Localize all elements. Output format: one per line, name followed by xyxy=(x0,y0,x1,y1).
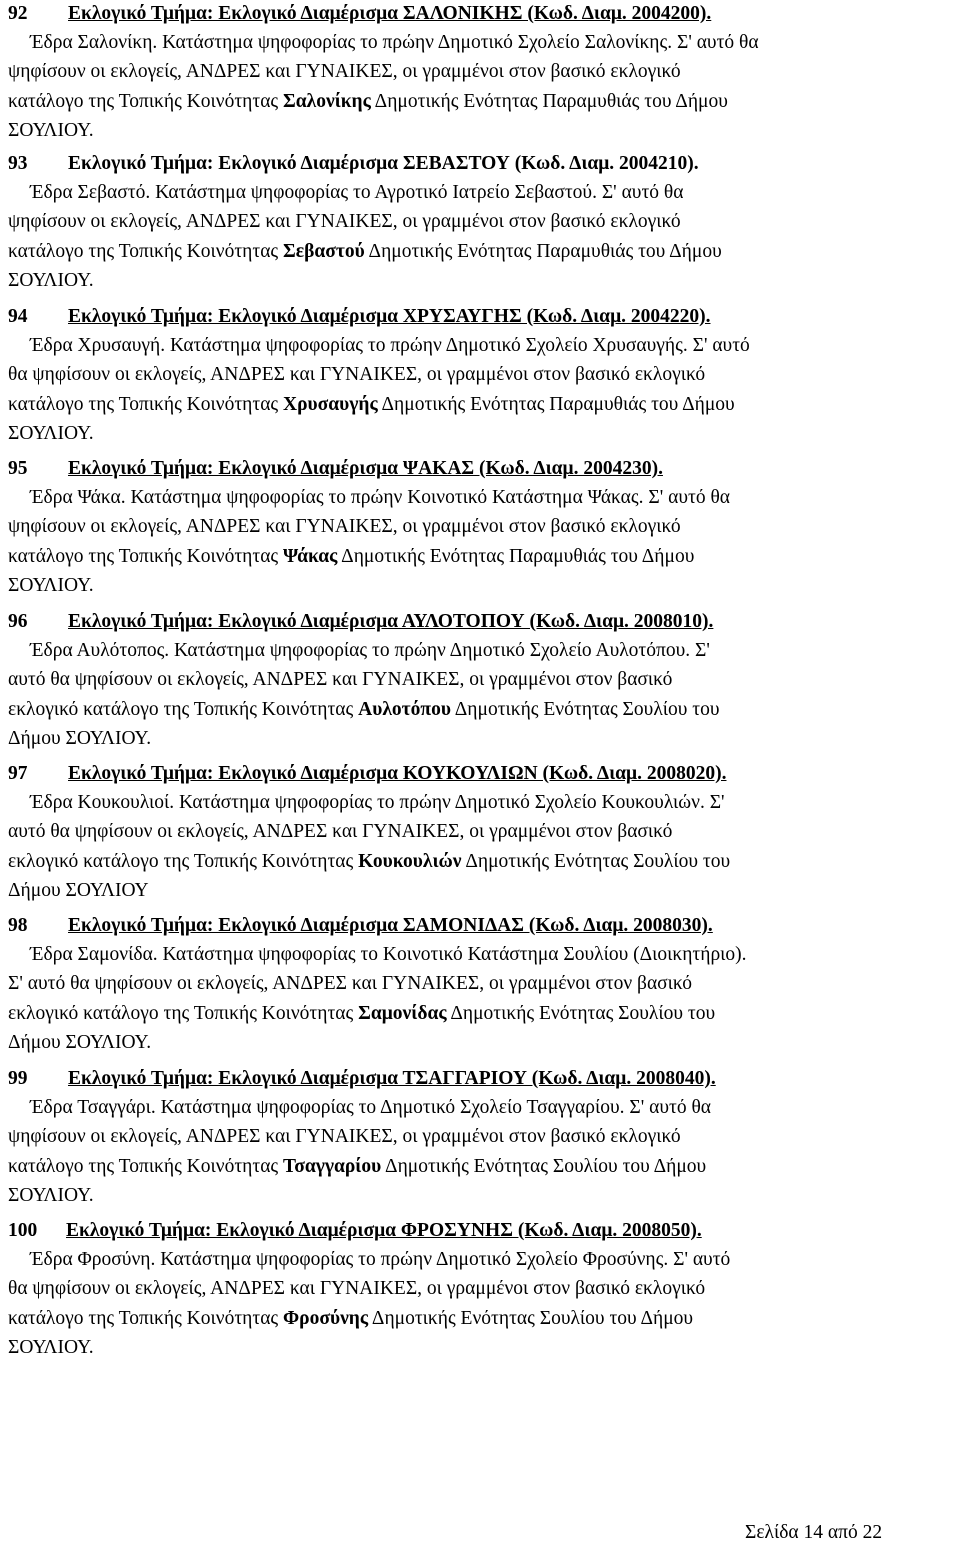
body-text: Έδρα Αυλότοπος. Κατάστημα ψηφοφορίας το πρώην Δημοτικό Σχολείο Αυλοτόπου. Σ' xyxy=(30,640,710,662)
body-text: ΣΟΥΛΙΟΥ. xyxy=(8,1184,94,1206)
body-text: Δημοτικής Ενότητας Σουλίου του xyxy=(461,850,731,872)
page-number-footer: Σελίδα 14 από 22 xyxy=(745,1522,883,1543)
section-heading xyxy=(8,608,713,636)
section-heading xyxy=(8,1217,702,1245)
community-name: Ψάκας xyxy=(283,545,338,567)
section-body-line xyxy=(8,361,705,389)
section-body-line xyxy=(8,848,730,876)
body-text: θα ψηφίσουν οι εκλογείς, ΑΝΔΡΕΣ και ΓΥΝΑΙΚΕΣ, οι γραμμένοι στον βασικό εκλογικό xyxy=(8,1278,706,1300)
section-title: Εκλογικό Τμήμα: Εκλογικό Διαμέρισμα ΣΕΒΑΣΤΟΥ (Κωδ. Διαμ. 2004210). xyxy=(68,153,699,174)
body-text: εκλογικό κατάλογο της Τοπικής Κοινότητας xyxy=(8,850,359,872)
section-body-line xyxy=(8,543,694,571)
body-text: ΣΟΥΛΙΟΥ. xyxy=(8,1336,94,1358)
section-body-line xyxy=(8,1182,94,1210)
body-text: Δήμου ΣΟΥΛΙΟΥ. xyxy=(8,1031,152,1053)
community-name: Χρυσαυγής xyxy=(283,393,378,415)
body-text: Έδρα Ψάκα. Κατάστημα ψηφοφορίας το πρώην Κοινοτικό Κατάστημα Ψάκας. Σ' αυτό θα xyxy=(30,487,731,509)
section-body-line xyxy=(30,484,730,512)
section-body-line xyxy=(8,572,94,600)
body-text: κατάλογο της Τοπικής Κοινότητας xyxy=(8,1307,284,1329)
body-text: αυτό θα ψηφίσουν οι εκλογείς, ΑΝΔΡΕΣ και ΓΥΝΑΙΚΕΣ, οι γραμμένοι στον βασικό xyxy=(8,669,673,691)
section-body-line xyxy=(8,1305,693,1333)
section-body-line xyxy=(8,1275,705,1303)
body-text: Έδρα Σεβαστό. Κατάστημα ψηφοφορίας το Αγροτικό Ιατρείο Σεβαστού. Σ' αυτό θα xyxy=(30,182,684,204)
community-name: Φροσύνης xyxy=(283,1307,369,1329)
section-number: 97 xyxy=(8,763,28,784)
body-text: κατάλογο της Τοπικής Κοινότητας xyxy=(8,240,284,262)
community-name: Σεβαστού xyxy=(283,240,365,262)
section-title: Εκλογικό Τμήμα: Εκλογικό Διαμέρισμα ΧΡΥΣΑΥΓΗΣ (Κωδ. Διαμ. 2004220). xyxy=(68,306,711,327)
section-body-line xyxy=(8,877,149,905)
section-heading xyxy=(8,760,726,788)
section-body-line xyxy=(8,818,672,846)
body-text: κατάλογο της Τοπικής Κοινότητας xyxy=(8,545,284,567)
section-body-line xyxy=(8,58,681,86)
section-title: Εκλογικό Τμήμα: Εκλογικό Διαμέρισμα ΚΟΥΚΟΥΛΙΩΝ (Κωδ. Διαμ. 2008020). xyxy=(68,763,727,784)
section-body-line xyxy=(8,391,735,419)
section-number: 99 xyxy=(8,1068,28,1089)
section-body-line xyxy=(8,88,728,116)
body-text: Δήμου ΣΟΥΛΙΟΥ xyxy=(8,879,149,901)
section-title: Εκλογικό Τμήμα: Εκλογικό Διαμέρισμα ΣΑΜΟΝΙΔΑΣ (Κωδ. Διαμ. 2008030). xyxy=(68,915,713,936)
section-body-line xyxy=(8,117,94,145)
community-name: Σαλονίκης xyxy=(283,90,371,112)
section-heading xyxy=(8,303,711,331)
section-body-line xyxy=(8,666,672,694)
section-title: Εκλογικό Τμήμα: Εκλογικό Διαμέρισμα ΦΡΟΣΥΝΗΣ (Κωδ. Διαμ. 2008050). xyxy=(66,1220,702,1241)
body-text: Έδρα Σαλονίκη. Κατάστημα ψηφοφορίας το πρώην Δημοτικό Σχολείο Σαλονίκης. Σ' αυτό θα xyxy=(30,32,759,54)
body-text: ΣΟΥΛΙΟΥ. xyxy=(8,269,94,291)
section-title: Εκλογικό Τμήμα: Εκλογικό Διαμέρισμα ΑΥΛΟΤΟΠΟΥ (Κωδ. Διαμ. 2008010). xyxy=(68,611,714,632)
community-name: Κουκουλιών xyxy=(358,850,462,872)
body-text: Δημοτικής Ενότητας Παραμυθιάς του Δήμου xyxy=(337,545,695,567)
section-body-line xyxy=(30,332,750,360)
section-body-line xyxy=(8,725,151,753)
body-text: Δημοτικής Ενότητας Παραμυθιάς του Δήμου xyxy=(364,240,722,262)
body-text: Έδρα Χρυσαυγή. Κατάστημα ψηφοφορίας το πρώην Δημοτικό Σχολείο Χρυσαυγής. Σ' αυτό xyxy=(30,335,750,357)
community-name: Τσαγγαρίου xyxy=(283,1155,382,1177)
section-body-line xyxy=(8,1334,94,1362)
section-body-line xyxy=(30,1094,711,1122)
body-text: Δημοτικής Ενότητας Παραμυθιάς του Δήμου xyxy=(377,393,735,415)
section-body-line xyxy=(8,1123,681,1151)
body-text: Δημοτικής Ενότητας Σουλίου του Δήμου xyxy=(381,1155,707,1177)
body-text: Έδρα Σαμονίδα. Κατάστημα ψηφοφορίας το Κοινοτικό Κατάστημα Σουλίου (Διοικητήριο). xyxy=(30,944,747,966)
section-body-line xyxy=(30,941,747,969)
body-text: θα ψηφίσουν οι εκλογείς, ΑΝΔΡΕΣ και ΓΥΝΑΙΚΕΣ, οι γραμμένοι στον βασικό εκλογικό xyxy=(8,364,706,386)
section-body-line xyxy=(8,208,681,236)
section-title: Εκλογικό Τμήμα: Εκλογικό Διαμέρισμα ΣΑΛΟΝΙΚΗΣ (Κωδ. Διαμ. 2004200). xyxy=(68,3,712,24)
body-text: ΣΟΥΛΙΟΥ. xyxy=(8,422,94,444)
section-body-line xyxy=(8,238,722,266)
section-body-line xyxy=(30,637,710,665)
body-text: εκλογικό κατάλογο της Τοπικής Κοινότητας xyxy=(8,1002,359,1024)
section-heading xyxy=(8,455,663,483)
section-number: 96 xyxy=(8,611,28,632)
body-text: ΣΟΥΛΙΟΥ. xyxy=(8,574,94,596)
body-text: κατάλογο της Τοπικής Κοινότητας xyxy=(8,90,284,112)
body-text: Δημοτικής Ενότητας Παραμυθιάς του Δήμου xyxy=(370,90,728,112)
section-title: Εκλογικό Τμήμα: Εκλογικό Διαμέρισμα ΤΣΑΓΓΑΡΙΟΥ (Κωδ. Διαμ. 2008040). xyxy=(68,1068,716,1089)
section-number: 92 xyxy=(8,3,28,24)
section-heading xyxy=(8,0,711,28)
section-number: 98 xyxy=(8,915,28,936)
body-text: εκλογικό κατάλογο της Τοπικής Κοινότητας xyxy=(8,698,359,720)
body-text: Δήμου ΣΟΥΛΙΟΥ. xyxy=(8,727,152,749)
section-number: 94 xyxy=(8,306,28,327)
section-heading xyxy=(8,1065,716,1093)
section-body-line xyxy=(8,513,681,541)
community-name: Αυλοτόπου xyxy=(358,698,451,720)
section-body-line xyxy=(8,1153,706,1181)
body-text: κατάλογο της Τοπικής Κοινότητας xyxy=(8,1155,284,1177)
section-body-line xyxy=(8,696,720,724)
section-number: 95 xyxy=(8,458,28,479)
section-body-line xyxy=(8,970,692,998)
section-body-line xyxy=(8,1029,151,1057)
body-text: ψηφίσουν οι εκλογείς, ΑΝΔΡΕΣ και ΓΥΝΑΙΚΕΣ, οι γραμμένοι στον βασικό εκλογικό xyxy=(8,61,681,83)
section-title: Εκλογικό Τμήμα: Εκλογικό Διαμέρισμα ΨΑΚΑΣ (Κωδ. Διαμ. 2004230). xyxy=(68,458,663,479)
body-text: κατάλογο της Τοπικής Κοινότητας xyxy=(8,393,284,415)
section-number: 100 xyxy=(8,1220,38,1241)
body-text: ψηφίσουν οι εκλογείς, ΑΝΔΡΕΣ και ΓΥΝΑΙΚΕΣ, οι γραμμένοι στον βασικό εκλογικό xyxy=(8,211,681,233)
body-text: Δημοτικής Ενότητας Σουλίου του Δήμου xyxy=(368,1307,694,1329)
section-body-line xyxy=(30,789,725,817)
body-text: Δημοτικής Ενότητας Σουλίου του xyxy=(446,1002,716,1024)
body-text: Δημοτικής Ενότητας Σουλίου του xyxy=(450,698,720,720)
body-text: αυτό θα ψηφίσουν οι εκλογείς, ΑΝΔΡΕΣ και ΓΥΝΑΙΚΕΣ, οι γραμμένοι στον βασικό xyxy=(8,821,673,843)
section-body-line xyxy=(30,179,683,207)
body-text: ΣΟΥΛΙΟΥ. xyxy=(8,119,94,141)
body-text: Έδρα Κουκουλιοί. Κατάστημα ψηφοφορίας το πρώην Δημοτικό Σχολείο Κουκουλιών. Σ' xyxy=(30,792,725,814)
body-text: Έδρα Τσαγγάρι. Κατάστημα ψηφοφορίας το Δημοτικό Σχολείο Τσαγγαρίου. Σ' αυτό θα xyxy=(30,1097,712,1119)
body-text: Σ' αυτό θα ψηφίσουν οι εκλογείς, ΑΝΔΡΕΣ και ΓΥΝΑΙΚΕΣ, οι γραμμένοι στον βασικό xyxy=(8,973,693,995)
body-text: ψηφίσουν οι εκλογείς, ΑΝΔΡΕΣ και ΓΥΝΑΙΚΕΣ, οι γραμμένοι στον βασικό εκλογικό xyxy=(8,1126,681,1148)
section-body-line xyxy=(8,420,94,448)
body-text: Έδρα Φροσύνη. Κατάστημα ψηφοφορίας το πρώην Δημοτικό Σχολείο Φροσύνης. Σ' αυτό xyxy=(30,1249,731,1271)
section-number: 93 xyxy=(8,153,28,174)
section-body-line xyxy=(8,1000,715,1028)
community-name: Σαμονίδας xyxy=(358,1002,447,1024)
section-heading xyxy=(8,150,699,178)
section-body-line xyxy=(30,1246,730,1274)
section-body-line xyxy=(8,267,94,295)
body-text: ψηφίσουν οι εκλογείς, ΑΝΔΡΕΣ και ΓΥΝΑΙΚΕΣ, οι γραμμένοι στον βασικό εκλογικό xyxy=(8,516,681,538)
section-body-line xyxy=(30,29,759,57)
section-heading xyxy=(8,912,713,940)
